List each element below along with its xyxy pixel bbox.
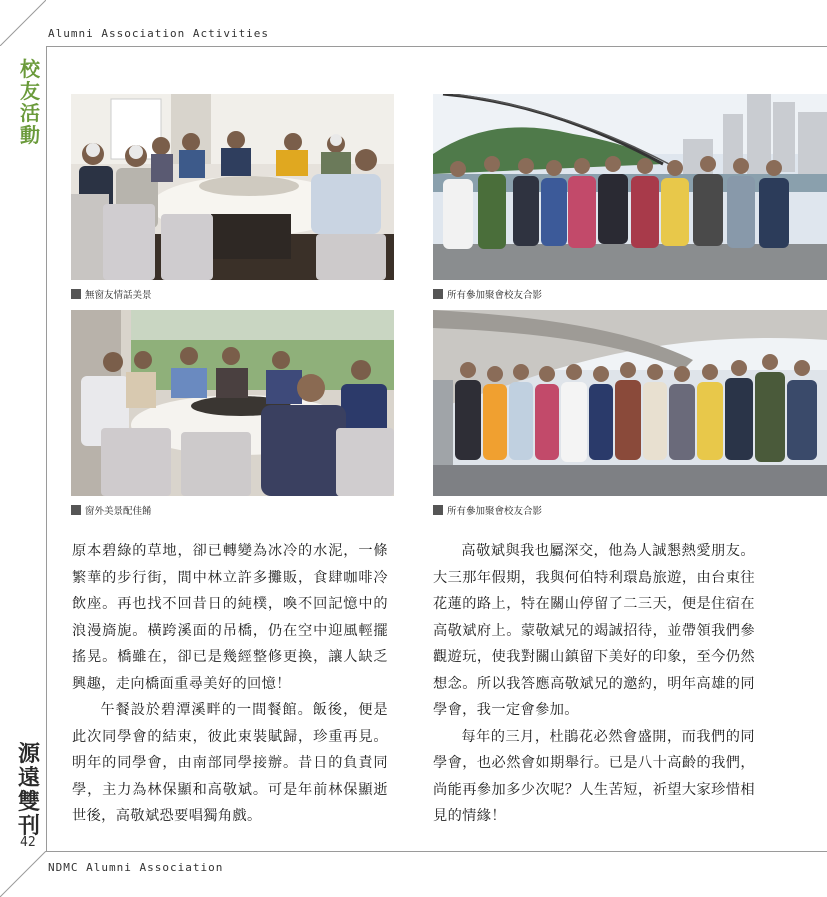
photo-caption (433, 287, 542, 301)
footer-rule (46, 851, 827, 852)
corner-decoration (0, 0, 46, 46)
margin-rule (46, 46, 47, 851)
caption-text: 無窗友情話美景 (85, 290, 152, 301)
article-column-right (433, 538, 755, 830)
header-rule (46, 46, 827, 47)
photo-restaurant-table (71, 94, 394, 280)
caption-marker (71, 505, 81, 515)
photo-window-table (71, 310, 394, 496)
section-label: 校友活動 (20, 57, 40, 147)
article-paragraph: 午餐設於碧潭溪畔的一間餐館。飯後，便是此次同學會的結束，彼此束裝賦歸，珍重再見。明年的同學會，由南部同學接辦。昔日的負責同學，主力為林保顯和高敬斌。可是年前林保顯逝世後，高敬斌恐要唱獨角戲。 (72, 702, 388, 824)
corner-decoration (0, 851, 46, 897)
journal-logo (16, 742, 42, 838)
caption-marker (71, 289, 81, 299)
journal-logo-text: 源遠雙刊 (17, 741, 40, 839)
caption-text: 所有參加聚會校友合影 (447, 290, 543, 301)
caption-text: 所有參加聚會校友合影 (447, 506, 543, 517)
photo-caption (433, 503, 542, 517)
article-column-left (72, 538, 388, 830)
photo-group-bridge (433, 94, 827, 280)
article-paragraph: 每年的三月，杜鵑花必然會盛開，而我們的同學會，也必然會如期舉行。已是八十高齡的我們，尚能再參加多少次呢？人生苦短，祈望大家珍惜相見的情緣！ (433, 728, 755, 824)
caption-marker (433, 505, 443, 515)
caption-text: 窗外美景配佳餚 (85, 506, 152, 517)
caption-marker (433, 289, 443, 299)
running-header: Alumni Association Activities (48, 27, 270, 40)
running-footer: NDMC Alumni Association (48, 861, 224, 874)
photo-caption (71, 287, 152, 301)
photo-group-underpass (433, 310, 827, 496)
article-paragraph: 高敬斌與我也屬深交，他為人誠懇熱愛朋友。大三那年假期，我與何伯特利環島旅遊，由台東往花蓮的路上，特在關山停留了二三天，便是住宿在高敬斌府上。蒙敬斌兄的竭誠招待，並帶領我們參觀遊玩，使我對關山鎮留下美好的印象，至今仍然想念。所以我答應高敬斌兄的邀約，明年高雄的同學會，我一定會參加。 (433, 543, 755, 718)
page-number: 42 (20, 835, 36, 850)
article-paragraph: 原本碧綠的草地，卻已轉變為冰冷的水泥，一條繁華的步行街，間中林立許多攤販，食肆咖啡冷飲座。再也找不回昔日的純樸，喚不回記憶中的浪漫旖旎。橫跨溪面的吊橋，仍在空中迎風輕擺搖晃。橋雖在，卻已是幾經整修更換，讓人缺乏興趣，走向橋面重尋美好的回憶！ (72, 543, 388, 692)
photo-caption (71, 503, 152, 517)
